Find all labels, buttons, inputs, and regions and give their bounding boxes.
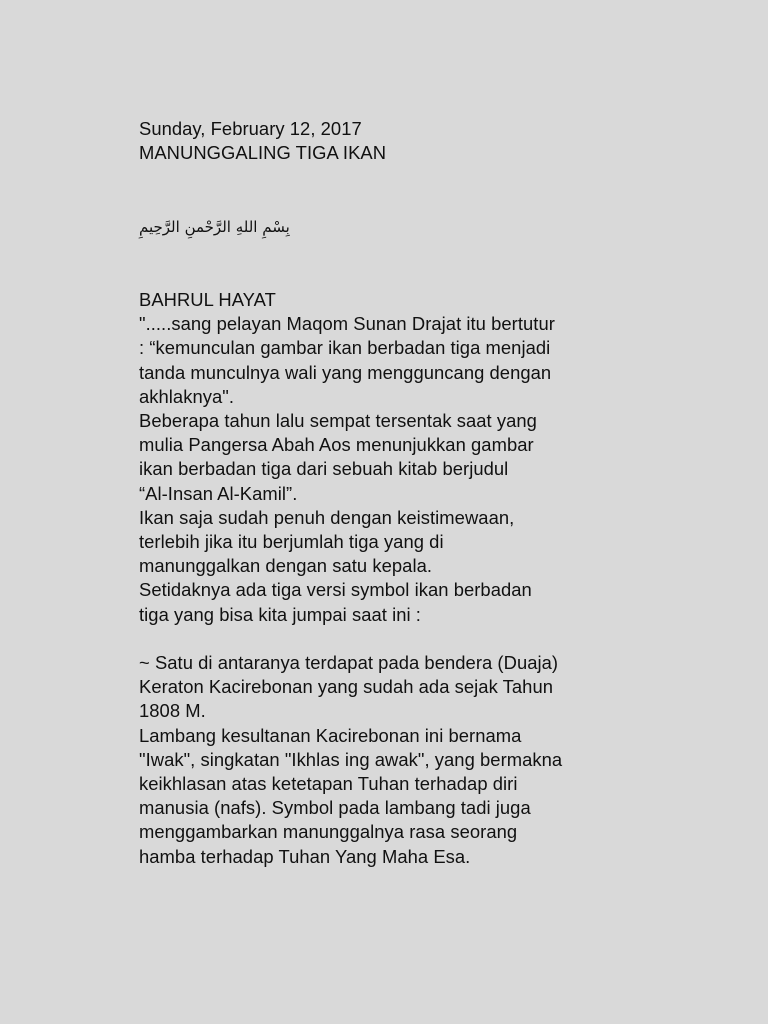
paragraph-6-line-6: hamba terhadap Tuhan Yang Maha Esa. [139,845,471,867]
paragraph-6-line-5: menggambarkan manunggalnya rasa seorang [139,821,518,843]
post-body [139,288,562,869]
paragraph-6-line-1: Lambang kesultanan Kacirebonan ini bernama [139,724,522,746]
paragraph-4-line-1: Setidaknya ada tiga versi symbol ikan berbadan [139,579,532,601]
section-heading: BAHRUL HAYAT [139,289,276,310]
paragraph-2-line-1: Beberapa tahun lalu sempat tersentak saat yang [139,410,537,432]
paragraph-3-line-2: terlebih jika itu berjumlah tiga yang di [139,531,444,553]
paragraph-2-line-3: ikan berbadan tiga dari sebuah kitab berjudul [139,458,509,480]
paragraph-6-line-2: "Iwak", singkatan "Ikhlas ing awak", yang bermakna [139,748,563,770]
paragraph-6-line-4: manusia (nafs). Symbol pada lambang tadi juga [139,797,531,819]
paragraph-2-line-4: “Al-Insan Al-Kamil”. [139,482,298,504]
basmalah-text: بِسْمِ اللهِ الرَّحْمنِ الرَّحِيمِ [139,218,290,236]
post-title: MANUNGGALING TIGA IKAN [139,142,387,164]
paragraph-3-line-3: manunggalkan dengan satu kepala. [139,555,433,577]
paragraph-1-line-4: akhlaknya". [139,385,234,407]
paragraph-6-line-3: keikhlasan atas ketetapan Tuhan terhadap diri [139,773,518,795]
paragraph-2-line-2: mulia Pangersa Abah Aos menunjukkan gambar [139,434,534,456]
paragraph-5-line-2: Keraton Kacirebonan yang sudah ada sejak Tahun [139,676,554,698]
paragraph-1-line-1: ".....sang pelayan Maqom Sunan Drajat itu bertutur [139,313,555,335]
paragraph-5-line-1: ~ Satu di antaranya terdapat pada bendera (Duaja) [139,652,559,674]
paragraph-spacer [139,627,562,651]
paragraph-5-line-3: 1808 M. [139,700,206,722]
paragraph-1-line-3: tanda munculnya wali yang mengguncang dengan [139,361,552,383]
post-date: Sunday, February 12, 2017 [139,118,362,139]
post-header [139,117,386,165]
paragraph-3-line-1: Ikan saja sudah penuh dengan keistimewaan, [139,506,515,528]
paragraph-1-line-2: : “kemunculan gambar ikan berbadan tiga menjadi [139,337,551,359]
paragraph-4-line-2: tiga yang bisa kita jumpai saat ini : [139,603,421,625]
